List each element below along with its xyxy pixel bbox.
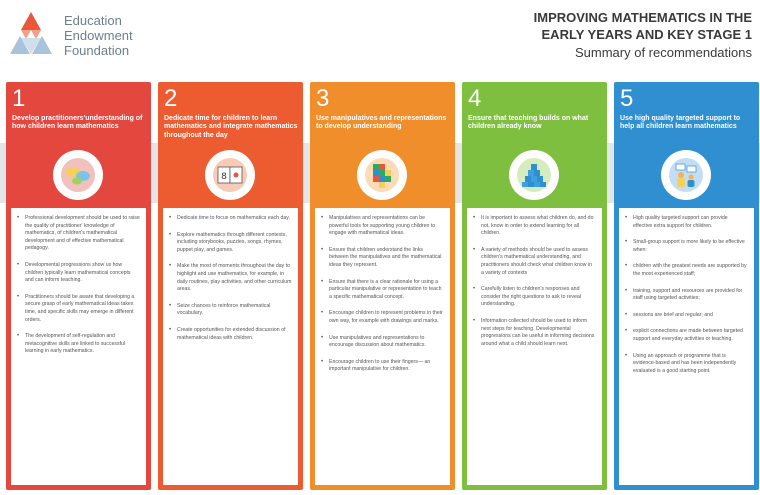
bullet-item: • explicit connections are made between targeted support and everyday activities or teaching.	[625, 328, 748, 343]
bullet-item: • Explore mathematics through different contexts, including storybooks, puzzles, songs, rhymes, puppet play, and games.	[169, 232, 292, 255]
bullet-item: • Carefully listen to children's responses and consider the right questions to ask to reveal understanding.	[473, 286, 596, 309]
recommendation-number: 3	[316, 85, 330, 112]
recommendation-number: 2	[164, 85, 178, 112]
bullet-item: • Small-group support is more likely to be effective when:	[625, 239, 748, 254]
recommendation-heading: Ensure that teaching builds on what children already know	[468, 115, 589, 131]
header	[0, 0, 760, 78]
recommendation-body	[163, 208, 298, 485]
recommendation-heading: Dedicate time for children to learn mathematics and integrate mathematics throughout the day	[164, 115, 298, 139]
bullet-item: • Seize chances to reinforce mathematical vocabulary.	[169, 303, 292, 318]
recommendation-body	[315, 208, 450, 485]
bullet-item: • Create opportunities for extended discussion of mathematical ideas with children.	[169, 327, 292, 342]
recommendation-heading: Use high quality targeted support to help all children learn mathematics	[620, 115, 741, 131]
recommendation-body	[467, 208, 602, 485]
recommendation-icon-circle	[509, 150, 559, 200]
recommendation-body	[619, 208, 754, 485]
org-line-2: Endowment	[64, 28, 133, 43]
bullet-item: • It is important to assess what children do, and do not, know in order to extend learning for all children.	[473, 215, 596, 238]
stacked-cubes-icon	[515, 156, 553, 194]
recommendation-card-4	[462, 82, 607, 490]
organization-name	[64, 13, 133, 58]
bullet-item: • Use manipulatives and representations to encourage discussion about mathematics.	[321, 335, 444, 350]
bullet-item: • Dedicate time to focus on mathematics each day.	[169, 215, 292, 223]
recommendation-number: 1	[12, 85, 26, 112]
bullet-item: • sessions are brief and regular; and	[625, 312, 748, 320]
recommendation-icon-circle	[661, 150, 711, 200]
recommendation-card-1	[6, 82, 151, 490]
recommendation-icon-circle	[357, 150, 407, 200]
recommendation-number: 5	[620, 85, 634, 112]
bullet-item: • A variety of methods should be used to assess children's mathematical understanding, and practitioners should check what children know in a variety of contexts	[473, 247, 596, 277]
recommendation-card-3	[310, 82, 455, 490]
org-line-3: Foundation	[64, 43, 130, 58]
page-subtitle: Summary of recommendations	[574, 45, 752, 60]
bullet-item: • Ensure that children understand the links between the manipulatives and the mathematical ideas they represent.	[321, 247, 444, 270]
page-title	[534, 9, 752, 43]
recommendation-number: 4	[468, 85, 482, 112]
bullet-item: • Professional development should be used to raise the quality of practitioner' knowledge of mathematics, of children's mathematical development and of effective mathematical pedagogy.	[17, 215, 140, 253]
bullet-item: • training, support and resources are provided for staff using targeted activities;	[625, 288, 748, 303]
speech-bubbles-icon	[59, 156, 97, 194]
bullet-item: • Using an approach or programme that is evidence-based and has been independently evaluated is a good starting point.	[625, 353, 748, 376]
bullet-item: • children with the greatest needs are supported by the most experienced staff;	[625, 263, 748, 278]
recommendation-icon-circle	[205, 150, 255, 200]
recommendation-heading: Develop practitioners'understanding of how children learn mathematics	[12, 115, 143, 131]
title-line-1: IMPROVING MATHEMATICS IN THE	[533, 10, 752, 25]
bullet-item: • Encourage children to use their fingers— an important manipulative for children.	[321, 359, 444, 374]
bullet-item: • Make the most of moments throughout the day to highlight and use mathematics, for example, in daily routines, play activities, and other curriculum areas.	[169, 263, 292, 293]
bullet-item: • Encourage children to represent problems in their own way, for example with drawings and marks.	[321, 310, 444, 325]
bullet-item: • Information collected should be used to inform next steps for teaching. Developmental progressions can be useful in informing decisions around what a child should learn next.	[473, 318, 596, 348]
bullet-item: • High quality targeted support can provide effective extra support for children.	[625, 215, 748, 230]
counting-blocks-icon	[363, 156, 401, 194]
recommendation-card-2	[158, 82, 303, 490]
eef-logo-icon	[8, 10, 54, 56]
teacher-children-icon	[667, 156, 705, 194]
recommendation-icon-circle	[53, 150, 103, 200]
title-line-2: EARLY YEARS AND KEY STAGE 1	[541, 27, 752, 42]
org-line-1: Education	[64, 13, 122, 28]
book-icon	[211, 156, 249, 194]
bullet-item: • The development of self-regulation and metacognitive skills are linked to successful learning in early mathematics.	[17, 333, 140, 356]
bullet-item: • Ensure that there is a clear rationale for using a particular manipulative or representation to teach a specific mathematical concept.	[321, 279, 444, 302]
recommendation-heading: Use manipulatives and representations to develop understanding	[316, 115, 447, 131]
svg-text:8: 8	[221, 172, 227, 182]
recommendation-card-5	[614, 82, 759, 490]
bullet-item: • Practitioners should be aware that developing a secure grasp of early mathematical ideas takes time, and specific skills may emerge in different orders.	[17, 294, 140, 324]
recommendation-body	[11, 208, 146, 485]
bullet-item: • Manipulatives and representations can be powerful tools for supporting young children to engage with mathematical ideas.	[321, 215, 444, 238]
bullet-item: • Developmental progressions show us how children typically learn mathematical concepts and can inform teaching.	[17, 262, 140, 285]
